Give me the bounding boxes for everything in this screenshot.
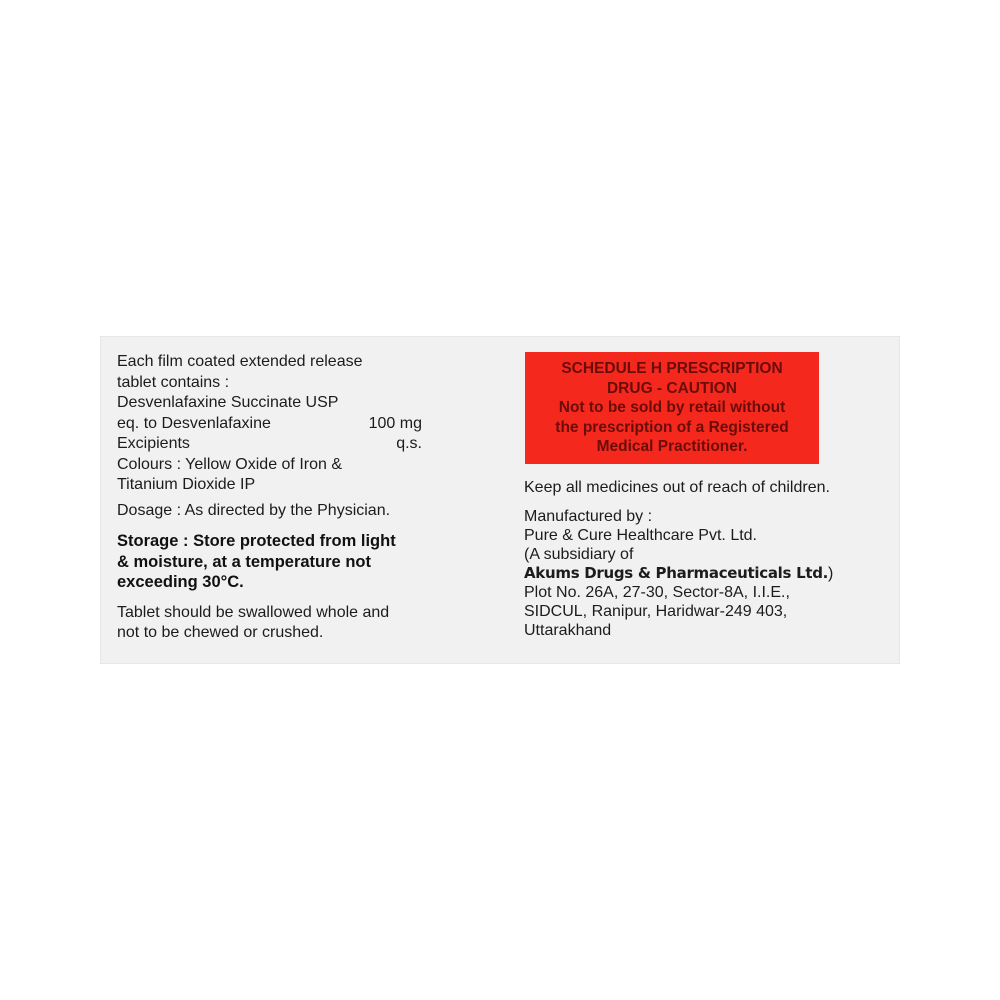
contains-line-1: Each film coated extended release [117, 353, 363, 370]
storage-line-2: & moisture, at a temperature not [117, 552, 371, 571]
equivalent-label: eq. to Desvenlafaxine [117, 414, 271, 432]
subsidiary-line: (A subsidiary of [524, 546, 634, 563]
schedule-h-warning-box [525, 352, 819, 464]
excipients-label: Excipients [117, 435, 190, 452]
storage-block [117, 531, 437, 593]
swallow-line-2: not to be chewed or crushed. [117, 624, 324, 641]
address-line-1: Plot No. 26A, 27-30, Sector-8A, I.I.E., [524, 584, 790, 601]
warning-line-2: DRUG - CAUTION [606, 379, 738, 397]
parent-company-name: Akums Drugs & Pharmaceuticals Ltd. [524, 564, 829, 582]
excipients-row [117, 434, 422, 455]
swallow-line-1: Tablet should be swallowed whole and [117, 603, 390, 621]
storage-line-3: exceeding 30°C. [117, 573, 244, 591]
manufacturer-column [524, 352, 894, 640]
contains-line-2: tablet contains : [117, 373, 230, 391]
excipients-amount: q.s. [396, 435, 422, 452]
address-line-2: SIDCUL, Ranipur, Haridwar-249 403, [524, 603, 788, 620]
warning-line-5: Medical Practitioner. [596, 438, 748, 455]
equivalent-row [117, 414, 422, 435]
warning-line-1: SCHEDULE H PRESCRIPTION [561, 360, 783, 377]
colours-line-2: Titanium Dioxide IP [117, 476, 256, 493]
parent-close-paren: ) [828, 565, 834, 582]
carton-panel [100, 336, 900, 664]
address-line-3: Uttarakhand [524, 622, 612, 639]
warning-line-3: Not to be sold by retail without [558, 399, 786, 416]
parent-company-line [524, 564, 894, 583]
warning-line-4: the prescription of a Registered [555, 418, 789, 436]
company-name: Pure & Cure Healthcare Pvt. Ltd. [524, 527, 757, 544]
manufactured-by-label: Manufactured by : [524, 508, 653, 525]
ingredient-line: Desvenlafaxine Succinate USP [117, 394, 339, 411]
colours-line-1: Colours : Yellow Oxide of Iron & [117, 455, 343, 473]
keep-away-notice: Keep all medicines out of reach of children. [524, 479, 830, 496]
storage-line-1: Storage : Store protected from light [117, 532, 396, 550]
composition-column [117, 352, 437, 644]
dosage-line: Dosage : As directed by the Physician. [117, 501, 391, 519]
equivalent-amount: 100 mg [368, 414, 422, 432]
